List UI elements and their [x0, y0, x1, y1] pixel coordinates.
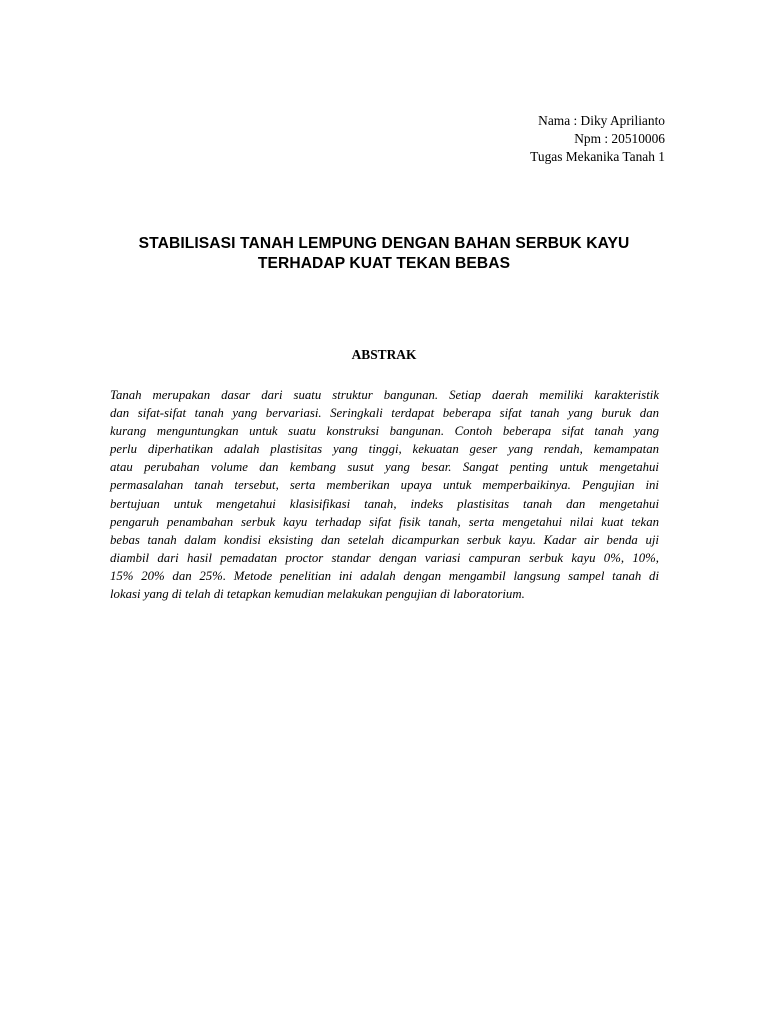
abstract-line: pengaruh penambahan serbuk kayu terhadap sifat fisik tanah, serta mengetahui nilai kuat tekan [110, 514, 659, 529]
title-line-2: TERHADAP KUAT TEKAN BEBAS [257, 255, 511, 272]
abstract-heading: ABSTRAK [351, 347, 417, 362]
abstract-line: kurang menguntungkan untuk suatu konstruksi bangunan. Contoh beberapa sifat tanah yang [110, 424, 659, 439]
author-name: Nama : Diky Aprilianto [538, 113, 665, 128]
abstract-body [110, 386, 659, 603]
author-info [530, 112, 665, 166]
document-title [0, 234, 768, 274]
abstract-line: Tanah merupakan dasar dari suatu struktur bangunan. Setiap daerah memiliki karakteristik [110, 388, 659, 402]
abstract-line: bebas tanah dalam kondisi eksisting dan setelah dicampurkan serbuk kayu. Kadar air benda uji [110, 532, 659, 547]
abstract-line: permasalahan tanah tersebut, serta memberikan upaya untuk memperbaikinya. Pengujian ini [110, 478, 659, 493]
abstract-line: 15% 20% dan 25%. Metode penelitian ini adalah dengan mengambil langsung sampel tanah di [110, 568, 659, 583]
abstract-line: bertujuan untuk mengetahui klasisifikasi tanah, indeks plastisitas tanah dan mengetahui [110, 496, 659, 511]
abstract-line: dan sifat-sifat tanah yang bervariasi. Seringkali terdapat beberapa sifat tanah yang buruk dan [110, 406, 659, 421]
title-line-1: STABILISASI TANAH LEMPUNG DENGAN BAHAN SERBUK KAYU [138, 235, 630, 252]
abstract-line: diambil dari hasil pemadatan proctor standar dengan variasi campuran serbuk kayu 0%, 10%, [110, 550, 659, 565]
course-name: Tugas Mekanika Tanah 1 [530, 149, 665, 164]
author-npm: Npm : 20510006 [574, 131, 665, 146]
abstract-line: atau perubahan volume dan kembang susut yang besar. Sangat penting untuk mengetahui [110, 460, 659, 475]
abstract-line: lokasi yang di telah di tetapkan kemudian melakukan pengujian di laboratorium. [110, 587, 525, 602]
abstract-line: perlu diperhatikan adalah plastisitas yang tinggi, kekuatan geser yang rendah, kemampatan [110, 442, 659, 457]
